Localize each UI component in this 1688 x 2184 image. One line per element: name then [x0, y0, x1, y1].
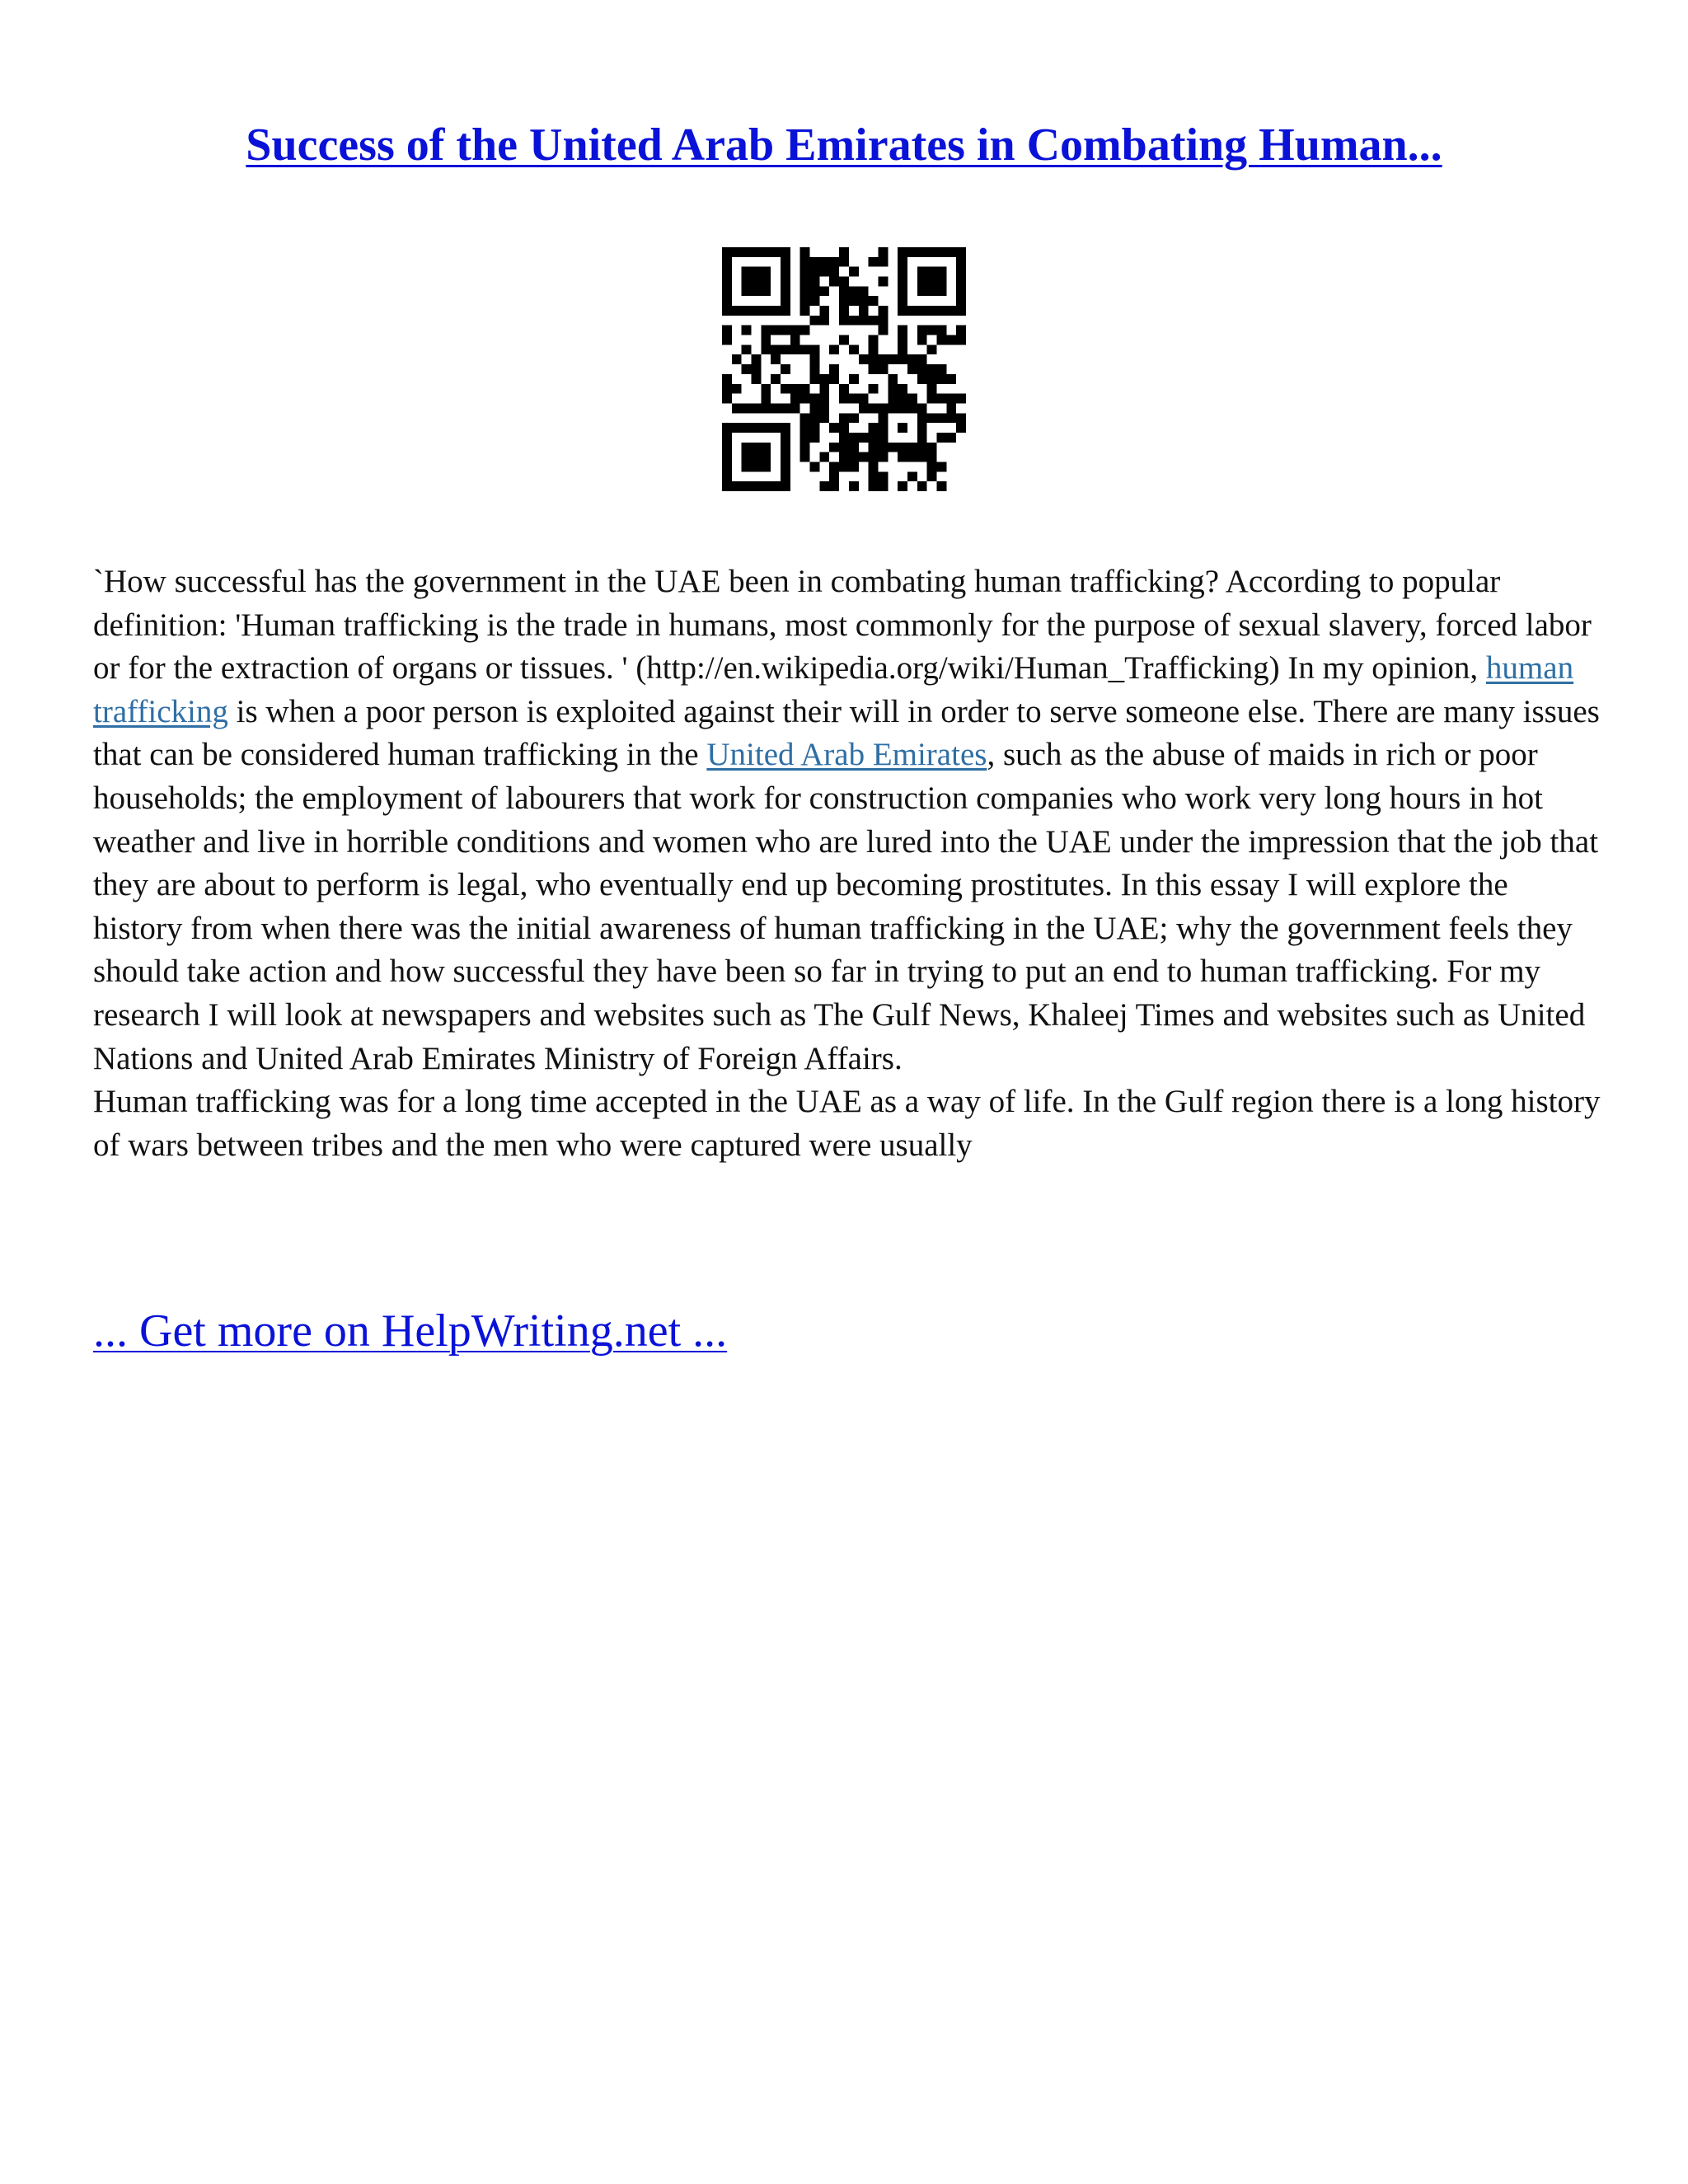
title-link[interactable]: Success of the United Arab Emirates in Combating Human... — [246, 120, 1442, 171]
get-more-link-container — [93, 1302, 727, 1360]
paragraph-history: Human trafficking was for a long time accepted in the UAE as a way of life. In the Gulf region there is a long history of wars between tribes and the men who were captured were usually — [93, 1084, 1601, 1163]
paragraph-intro-part-1: `How successful has the government in the UAE been in combating human trafficking? According to popular definition: 'Human trafficking is the trade in humans, most commonly for the purpose of sexual slavery, forced labor or for the extraction of organs or tissues. ' (http://en.wikipedia.org/wiki/Human_Trafficking) In my opinion, — [93, 564, 1592, 687]
paragraph-intro-part-2: is when a poor person is exploited against their will in order to serve someone else. There are many issues that can be considered human trafficking in the — [93, 693, 1600, 773]
paragraph-intro — [93, 560, 1601, 1080]
united-arab-emirates-link[interactable]: United Arab Emirates — [706, 737, 987, 773]
document-title — [0, 115, 1688, 175]
human-trafficking-link[interactable]: human trafficking — [93, 650, 1574, 729]
paragraph-intro-part-3: , such as the abuse of maids in rich or poor households; the employment of labourers that work for construction companies who work very long hours in hot weather and live in horrible conditions and women who are lured into the UAE under the impression that the job that they are about to perform is legal, who eventually end up becoming prostitutes. In this essay I will explore the history from when there was the initial awareness of human trafficking in the UAE; why the government feels they should take action and how successful they have been so far in trying to put an end to human trafficking. For my research I will look at newspapers and websites such as The Gulf News, Khaleej Times and websites such as United Nations and United Arab Emirates Ministry of Foreign Affairs. — [93, 737, 1599, 1076]
qr-code-icon — [722, 247, 966, 491]
get-more-link[interactable]: ... Get more on HelpWriting.net ... — [93, 1305, 728, 1357]
essay-excerpt — [93, 560, 1601, 1167]
